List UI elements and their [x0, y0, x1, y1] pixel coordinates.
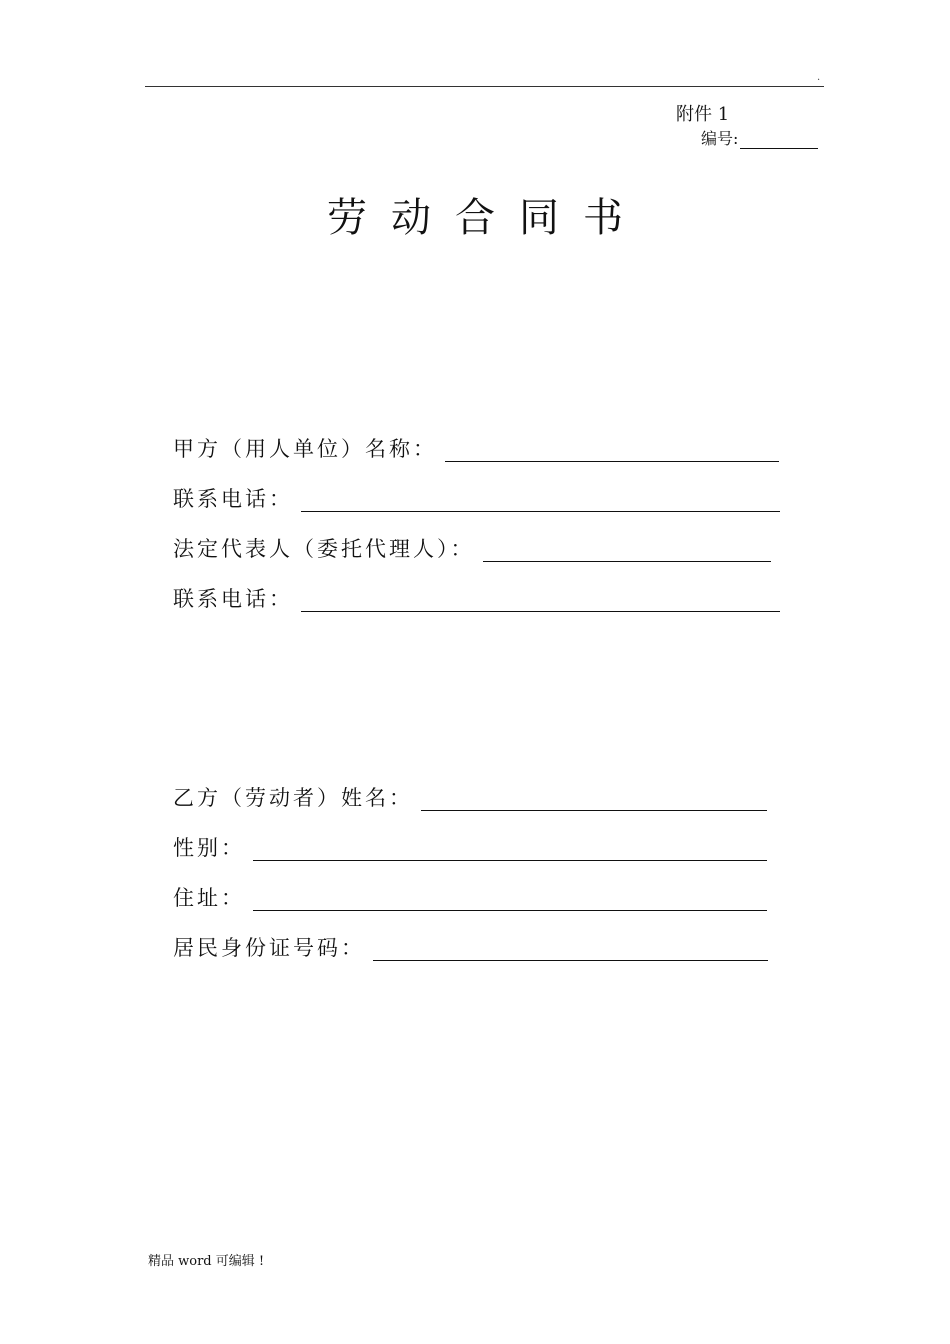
party-b-id-label: 居民身份证号码：: [173, 936, 365, 960]
header-dot: .: [817, 72, 821, 83]
party-b-address-label: 住址：: [173, 886, 245, 910]
party-b-name-row: [173, 781, 767, 811]
party-b-gender-label: 性别：: [173, 836, 245, 860]
party-a-name-field[interactable]: [445, 437, 779, 462]
party-b-name-label: 乙方（劳动者）姓名：: [173, 786, 413, 810]
party-b-address-field[interactable]: [253, 886, 767, 911]
party-a-name-label: 甲方（用人单位）名称：: [173, 437, 437, 461]
party-a-rep-row: [173, 532, 771, 562]
party-a-phone2-row: [173, 582, 780, 612]
header-rule: [145, 86, 824, 87]
party-a-phone-field[interactable]: [301, 487, 780, 512]
party-b-gender-field[interactable]: [253, 836, 767, 861]
page-title: 劳动合同书: [327, 195, 647, 241]
party-b-name-field[interactable]: [421, 786, 767, 811]
serial-number: [701, 126, 818, 149]
party-a-phone2-field[interactable]: [301, 587, 780, 612]
party-a-phone2-label: 联系电话：: [173, 587, 293, 611]
serial-blank[interactable]: [740, 130, 818, 149]
party-a-rep-label: 法定代表人（委托代理人）：: [173, 537, 475, 561]
party-b-gender-row: [173, 831, 767, 861]
party-b-id-row: [173, 931, 768, 961]
party-a-rep-field[interactable]: [483, 537, 771, 562]
footer-note: 精品 word 可编辑 !: [148, 1254, 265, 1269]
party-a-phone-label: 联系电话：: [173, 487, 293, 511]
party-b-id-field[interactable]: [373, 936, 768, 961]
attachment-label: 附件 1: [676, 104, 730, 125]
party-a-phone-row: [173, 482, 780, 512]
serial-label: 编号:: [701, 129, 739, 148]
party-a-name-row: [173, 432, 779, 462]
party-b-address-row: [173, 881, 767, 911]
